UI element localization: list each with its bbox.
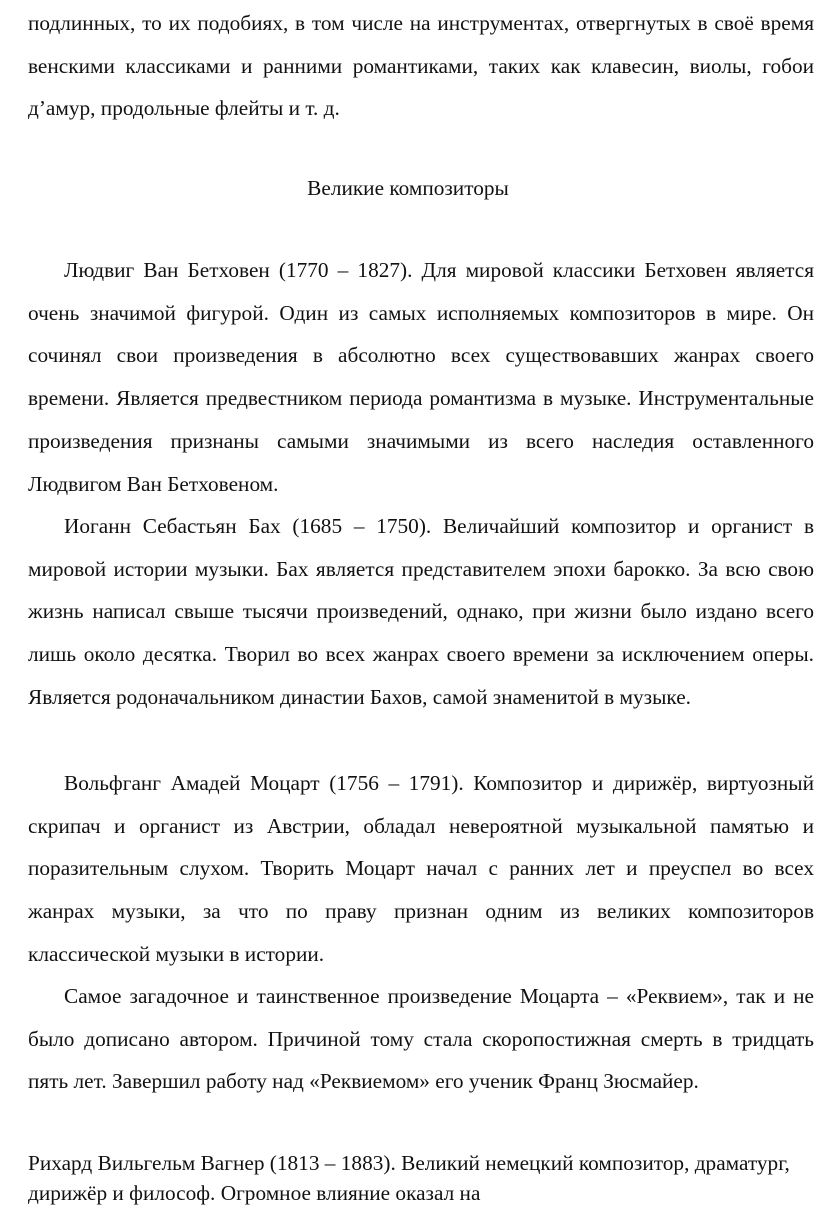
paragraph-wagner: Рихард Вильгельм Вагнер (1813 – 1883). Великий немецкий композитор, драматург, дирижёр и философ. Огромное влияние оказал на <box>28 1151 790 1205</box>
paragraph-bach: Иоганн Себастьян Бах (1685 – 1750). Величайший композитор и органист в мировой истории музыки. Бах является представителем эпохи барокко. За всю свою жизнь написал свыше тысячи произведений, однако, при жизни было издано всего лишь около десятка. Творил во всех жанрах своего времени за исключением оперы. Является родоначальником династии Бахов, самой знаменитой в музыке. <box>28 514 814 709</box>
paragraph-beethoven: Людвиг Ван Бетховен (1770 – 1827). Для мировой классики Бетховен является очень значимой фигурой. Один из самых исполняемых композиторов в мире. Он сочинял свои произведения в абсолютно всех существовавших жанрах своего времени. Является предвестником периода романтизма в музыке. Инструментальные произведения признаны самыми значимыми из всего наследия оставленного Людвигом Ван Бетховеном. <box>28 258 814 496</box>
section-heading: Великие композиторы <box>307 176 509 200</box>
paragraph-mozart: Вольфганг Амадей Моцарт (1756 – 1791). Композитор и дирижёр, виртуозный скрипач и органист из Австрии, обладал невероятной музыкальной памятью и поразительным слухом. Творить Моцарт начал с ранних лет и преуспел во всех жанрах музыки, за что по праву признан одним из великих композиторов классической музыки в истории. <box>28 771 814 966</box>
intro-paragraph: подлинных, то их подобиях, в том числе на инструментах, отвергнутых в своё время венскими классиками и ранними романтиками, таких как клавесин, виолы, гобои д’амур, продольные флейты и т. д. <box>28 11 814 121</box>
paragraph-requiem: Самое загадочное и таинственное произведение Моцарта – «Реквием», так и не было дописано автором. Причиной тому стала скоропостижная смерть в тридцать пять лет. Завершил работу над «Реквиемом» его ученик Франц Зюсмайер. <box>28 984 814 1094</box>
